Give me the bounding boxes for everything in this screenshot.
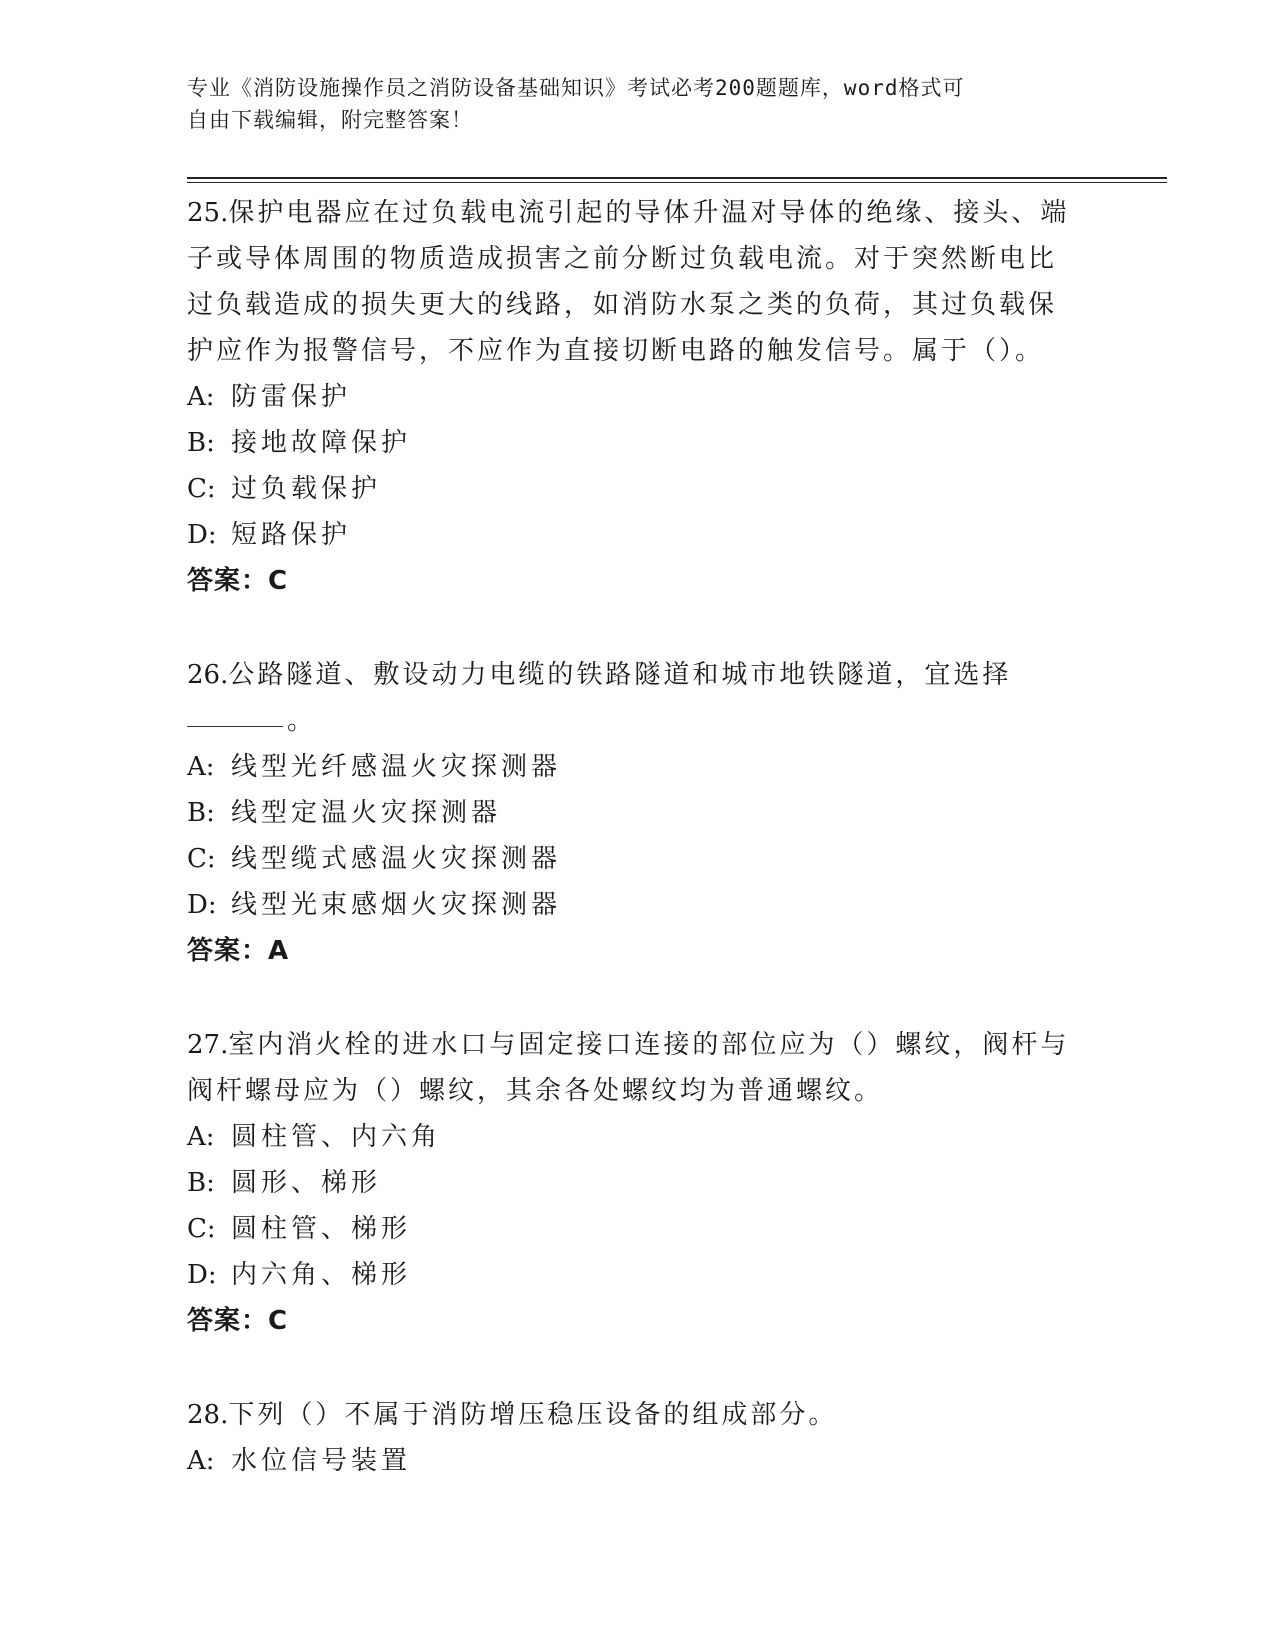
question-stem-line: 28.下列（）不属于消防增压稳压设备的组成部分。 <box>187 1400 838 1430</box>
option-b: B: 线型定温火灾探测器 <box>187 798 502 828</box>
question-27 <box>187 1022 1087 1344</box>
option-a: A: 水位信号装置 <box>187 1446 412 1476</box>
question-28 <box>187 1392 1087 1484</box>
question-stem-line: 27.室内消火栓的进水口与固定接口连接的部位应为（）螺纹，阀杆与 <box>187 1030 1070 1060</box>
question-number: 28. <box>187 1400 229 1430</box>
option-d: D: 线型光束感烟火灾探测器 <box>187 890 562 920</box>
header-line-2: 自由下载编辑，附完整答案！ <box>187 108 473 132</box>
question-stem-line: 子或导体周围的物质造成损害之前分断过负载电流。对于突然断电比 <box>187 244 1058 274</box>
option-c: C: 线型缆式感温火灾探测器 <box>187 844 562 874</box>
question-list <box>187 190 1087 1532</box>
question-stem-line: 26.公路隧道、敷设动力电缆的铁路隧道和城市地铁隧道，宜选择 <box>187 660 1012 690</box>
answer-line: 答案：C <box>187 566 289 596</box>
question-stem-line: 阀杆螺母应为（）螺纹，其余各处螺纹均为普通螺纹。 <box>187 1076 884 1106</box>
option-d: D: 短路保护 <box>187 520 352 550</box>
option-b: B: 圆形、梯形 <box>187 1168 382 1198</box>
option-d: D: 内六角、梯形 <box>187 1260 412 1290</box>
blank-underline <box>187 698 283 727</box>
question-26 <box>187 652 1087 974</box>
document-header <box>187 72 1167 172</box>
question-25 <box>187 190 1087 604</box>
question-number: 27. <box>187 1030 229 1060</box>
option-a: A: 线型光纤感温火灾探测器 <box>187 752 562 782</box>
header-divider <box>187 177 1167 183</box>
question-stem-line: 25.保护电器应在过负载电流引起的导体升温对导体的绝缘、接头、端 <box>187 198 1070 228</box>
question-number: 26. <box>187 660 229 690</box>
header-line-1: 专业《消防设施操作员之消防设备基础知识》考试必考200题题库，word格式可 <box>187 76 965 100</box>
option-a: A: 圆柱管、内六角 <box>187 1122 442 1152</box>
option-c: C: 圆柱管、梯形 <box>187 1214 412 1244</box>
question-stem-line: 护应作为报警信号，不应作为直接切断电路的触发信号。属于（）。 <box>187 336 1045 366</box>
answer-line: 答案：A <box>187 936 290 966</box>
option-b: B: 接地故障保护 <box>187 428 412 458</box>
answer-line: 答案：C <box>187 1306 289 1336</box>
question-number: 25. <box>187 198 229 228</box>
fill-blank: 。 <box>187 698 1087 744</box>
option-c: C: 过负载保护 <box>187 474 382 504</box>
option-a: A: 防雷保护 <box>187 382 352 412</box>
question-stem-line: 过负载造成的损失更大的线路，如消防水泵之类的负荷，其过负载保 <box>187 290 1058 320</box>
